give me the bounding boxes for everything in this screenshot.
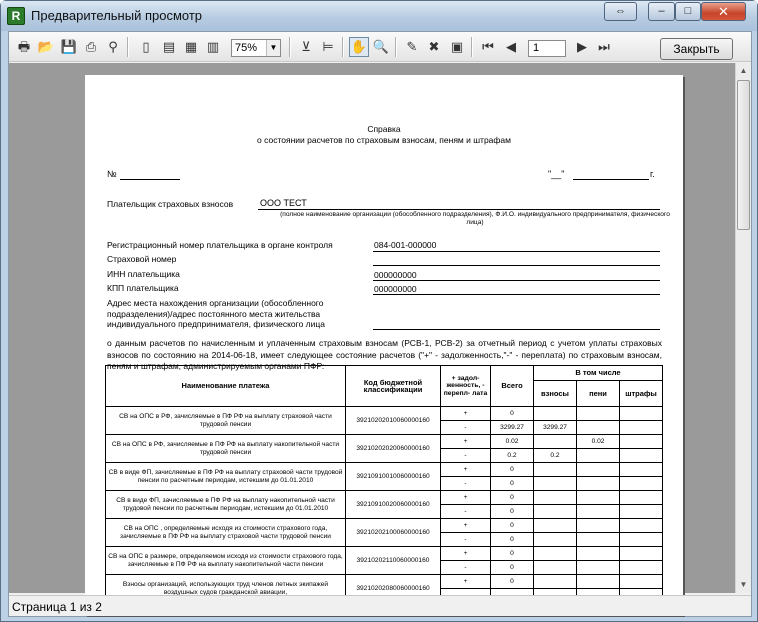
zoom-value: 75% bbox=[235, 42, 258, 54]
col-header-name: Наименование платежа bbox=[106, 366, 346, 407]
row-peni bbox=[577, 407, 620, 421]
doc-subtitle: о состоянии расчетов по страховым взносам, пеням и штрафам bbox=[257, 135, 511, 145]
toolbar-separator bbox=[471, 37, 473, 57]
row-contrib bbox=[534, 407, 577, 421]
row-sign: + bbox=[441, 463, 491, 477]
row-peni bbox=[577, 561, 620, 575]
scroll-up-icon[interactable]: ▲ bbox=[739, 66, 748, 75]
multi-page-icon[interactable]: ▦ bbox=[184, 39, 198, 54]
payer-value: ООО ТЕСТ bbox=[260, 198, 307, 208]
outline-icon[interactable]: ⊻ bbox=[301, 39, 311, 54]
status-text: Страница 1 из 2 bbox=[12, 600, 102, 614]
row-fines bbox=[620, 575, 663, 589]
inn-value: 000000000 bbox=[374, 270, 417, 280]
doc-title: Справка bbox=[367, 124, 401, 134]
row-fines bbox=[620, 407, 663, 421]
toolbar-separator bbox=[127, 37, 129, 57]
row-code: 39210910020060000160 bbox=[346, 491, 441, 519]
row-code: 39210202010060000160 bbox=[346, 407, 441, 435]
row-total: 0 bbox=[491, 477, 534, 491]
preview-viewport[interactable] bbox=[9, 63, 735, 596]
row-peni bbox=[577, 547, 620, 561]
row-sign: + bbox=[441, 407, 491, 421]
row-code: 39210202110060000160 bbox=[346, 547, 441, 575]
number-line bbox=[120, 179, 180, 180]
payer-label: Плательщик страховых взносов bbox=[107, 199, 234, 209]
address-label: Адрес места нахождения организации (обособленного подразделения)/адрес постоянного места жительства индивидуального предпринимателя, физического лица bbox=[107, 298, 325, 329]
ins-line bbox=[373, 265, 660, 266]
row-name: СВ на ОПС , определяемые исходя из стоимости страхового года, зачисляемые в ПФ РФ на выплату страховой части трудовой пенсии bbox=[106, 519, 346, 547]
row-name: СВ на ОПС в размере, определяемом исходя из стоимости страхового года, зачисляемые в ПФ РФ на выплату накопительной части пенсии bbox=[106, 547, 346, 575]
row-peni bbox=[577, 421, 620, 435]
row-peni bbox=[577, 505, 620, 519]
scroll-down-icon[interactable]: ▼ bbox=[739, 580, 748, 589]
next-page-icon[interactable]: ▶ bbox=[577, 39, 587, 54]
row-contrib: 3299.27 bbox=[534, 421, 577, 435]
client-area bbox=[8, 31, 752, 617]
tree-icon[interactable]: ⊨ bbox=[322, 39, 334, 54]
vertical-scrollbar[interactable] bbox=[735, 63, 751, 593]
find-binoculars-icon[interactable]: ⚲ bbox=[108, 39, 118, 54]
row-total: 0 bbox=[491, 533, 534, 547]
chevron-down-icon[interactable]: ▼ bbox=[266, 40, 280, 56]
row-name: СВ в виде ФП, зачисляемые в ПФ РФ на выплату накопительной части трудовой пенсии по расчетным периодам, истекшим до 01.01.2010 bbox=[106, 491, 346, 519]
row-sign: - bbox=[441, 533, 491, 547]
save-icon[interactable]: 💾 bbox=[60, 39, 78, 54]
row-fines bbox=[620, 435, 663, 449]
row-peni bbox=[577, 463, 620, 477]
row-total: 0 bbox=[491, 561, 534, 575]
row-peni: 0.02 bbox=[577, 435, 620, 449]
row-sign: + bbox=[441, 547, 491, 561]
restore-size-button[interactable]: ⇔ bbox=[604, 2, 637, 21]
row-contrib bbox=[534, 435, 577, 449]
table-row bbox=[106, 575, 663, 589]
row-code: 39210202100060000160 bbox=[346, 519, 441, 547]
payer-line bbox=[258, 209, 660, 210]
new-page-icon[interactable]: ✎ bbox=[406, 39, 418, 54]
row-peni bbox=[577, 477, 620, 491]
settlements-table bbox=[105, 365, 663, 603]
toolbar-separator bbox=[289, 37, 291, 57]
row-peni bbox=[577, 575, 620, 589]
row-total: 0 bbox=[491, 463, 534, 477]
hand-tool-icon[interactable]: ✋ bbox=[349, 37, 369, 57]
row-name: СВ на ОПС в РФ, зачисляемые в ПФ РФ на выплату страховой части трудовой пенсии bbox=[106, 407, 346, 435]
col-header-contrib: взносы bbox=[534, 381, 577, 407]
page-width-icon[interactable]: ▤ bbox=[162, 39, 176, 54]
inn-label: ИНН плательщика bbox=[107, 269, 180, 279]
kpp-line bbox=[373, 294, 660, 295]
two-pages-icon[interactable]: ▥ bbox=[206, 39, 220, 54]
row-name: Взносы организаций, использующих труд членов летных экипажей воздушных судов гражданской авиации, bbox=[106, 575, 346, 603]
row-total: 0.02 bbox=[491, 435, 534, 449]
open-folder-icon[interactable]: 📂 bbox=[37, 39, 55, 54]
close-button[interactable]: Закрыть bbox=[660, 38, 733, 60]
row-code: 39210202020060000160 bbox=[346, 435, 441, 463]
row-sign: + bbox=[441, 575, 491, 589]
row-total: 0.2 bbox=[491, 449, 534, 463]
row-total: 0 bbox=[491, 547, 534, 561]
table-row bbox=[106, 519, 663, 533]
row-contrib bbox=[534, 491, 577, 505]
row-total: 3299.27 bbox=[491, 421, 534, 435]
print-icon[interactable]: 🖶 bbox=[17, 39, 31, 54]
row-fines bbox=[620, 519, 663, 533]
window-title: Предварительный просмотр bbox=[31, 8, 203, 23]
prev-page-icon[interactable]: ◀ bbox=[506, 39, 516, 54]
intro-paragraph: о данным расчетов по начисленным и уплаченным страховым взносам (РСВ-1, РСВ-2) за отчетный период с учетом уплаты страховых взносов по состоянию на 2014-06-18, имеет следующее состояние расчетов ("+" - задолженность,"-" - переплата) по страховым взносам, пеням и штрафам, администрируемым органами ПФР: bbox=[107, 338, 662, 371]
row-peni bbox=[577, 533, 620, 547]
row-peni bbox=[577, 491, 620, 505]
row-fines bbox=[620, 449, 663, 463]
export-icon[interactable]: ⎙ bbox=[85, 39, 97, 54]
row-fines bbox=[620, 533, 663, 547]
col-header-total: Всего bbox=[491, 366, 534, 407]
first-page-icon[interactable]: ⏮ bbox=[482, 39, 494, 54]
date-line bbox=[573, 179, 649, 180]
minimize-button[interactable]: – bbox=[648, 2, 675, 21]
row-sign: + bbox=[441, 519, 491, 533]
row-fines bbox=[620, 421, 663, 435]
row-sign: - bbox=[441, 561, 491, 575]
table-row bbox=[106, 547, 663, 561]
row-contrib bbox=[534, 561, 577, 575]
app-logo-icon: R bbox=[7, 7, 25, 25]
col-header-code: Код бюджетной классификации bbox=[346, 366, 441, 407]
row-total: 0 bbox=[491, 519, 534, 533]
maximize-button[interactable]: □ bbox=[675, 2, 701, 21]
title-bar[interactable] bbox=[1, 1, 757, 31]
toolbar-separator bbox=[342, 37, 344, 57]
reg-line bbox=[373, 251, 660, 252]
close-window-button[interactable]: ✕ bbox=[701, 2, 746, 21]
kpp-label: КПП плательщика bbox=[107, 283, 179, 293]
row-sign: + bbox=[441, 491, 491, 505]
kpp-value: 000000000 bbox=[374, 284, 417, 294]
last-page-icon[interactable]: ⏭ bbox=[598, 39, 610, 54]
row-contrib bbox=[534, 519, 577, 533]
preview-toolbar bbox=[9, 32, 751, 62]
row-name: СВ в виде ФП, зачисляемые в ПФ РФ на выплату страховой части трудовой пенсии по расчетным периодам, истекшим до 01.01.2010 bbox=[106, 463, 346, 491]
row-sign: - bbox=[441, 421, 491, 435]
row-code: 39210202080060000160 bbox=[346, 575, 441, 603]
row-contrib bbox=[534, 463, 577, 477]
address-line bbox=[373, 329, 660, 330]
col-header-fines: штрафы bbox=[620, 381, 663, 407]
date-day: "__" bbox=[548, 169, 565, 179]
reg-value: 084-001-000000 bbox=[374, 240, 437, 250]
document-page bbox=[85, 75, 683, 615]
row-sign: - bbox=[441, 477, 491, 491]
row-peni bbox=[577, 449, 620, 463]
row-peni bbox=[577, 519, 620, 533]
row-contrib bbox=[534, 477, 577, 491]
row-fines bbox=[620, 491, 663, 505]
row-total: 0 bbox=[491, 575, 534, 589]
reg-label: Регистрационный номер плательщика в органе контроля bbox=[107, 240, 333, 250]
row-fines bbox=[620, 505, 663, 519]
single-page-icon[interactable]: ▯ bbox=[142, 39, 150, 54]
col-header-incl: В том числе bbox=[534, 366, 663, 381]
table-row bbox=[106, 407, 663, 421]
table-row bbox=[106, 435, 663, 449]
row-fines bbox=[620, 463, 663, 477]
zoom-select[interactable] bbox=[231, 39, 281, 57]
table-body bbox=[106, 407, 663, 603]
delete-page-icon[interactable]: ✖ bbox=[428, 39, 440, 54]
col-header-peni: пени bbox=[577, 381, 620, 407]
payer-note: (полное наименование организации (обособленного подразделения), Ф.И.О. индивидуального предпринимателя, физического лица) bbox=[280, 211, 670, 226]
number-label: № bbox=[107, 169, 117, 179]
toolbar-separator bbox=[395, 37, 397, 57]
row-contrib bbox=[534, 505, 577, 519]
row-name: СВ на ОПС в РФ, зачисляемые в ПФ РФ на выплату накопительной части трудовой пенсии bbox=[106, 435, 346, 463]
inn-line bbox=[373, 280, 660, 281]
page-number-input[interactable]: 1 bbox=[528, 40, 566, 57]
row-fines bbox=[620, 547, 663, 561]
row-total: 0 bbox=[491, 407, 534, 421]
scroll-thumb[interactable] bbox=[737, 80, 750, 230]
row-contrib bbox=[534, 547, 577, 561]
table-row bbox=[106, 463, 663, 477]
table-row bbox=[106, 491, 663, 505]
col-header-sign: + задол- женность, - перепл- лата bbox=[441, 366, 491, 407]
row-code: 39210910010060000160 bbox=[346, 463, 441, 491]
row-sign: - bbox=[441, 449, 491, 463]
row-total: 0 bbox=[491, 505, 534, 519]
row-total: 0 bbox=[491, 491, 534, 505]
row-fines bbox=[620, 477, 663, 491]
status-bar bbox=[9, 595, 751, 616]
edit-page-icon[interactable]: ▣ bbox=[450, 39, 464, 54]
row-contrib bbox=[534, 533, 577, 547]
row-contrib bbox=[534, 575, 577, 589]
ins-label: Страховой номер bbox=[107, 254, 177, 264]
date-suffix: г. bbox=[650, 169, 655, 179]
row-fines bbox=[620, 561, 663, 575]
row-sign: - bbox=[441, 505, 491, 519]
zoom-magnifier-icon[interactable]: 🔍 bbox=[372, 39, 390, 54]
row-contrib: 0.2 bbox=[534, 449, 577, 463]
row-sign: + bbox=[441, 435, 491, 449]
